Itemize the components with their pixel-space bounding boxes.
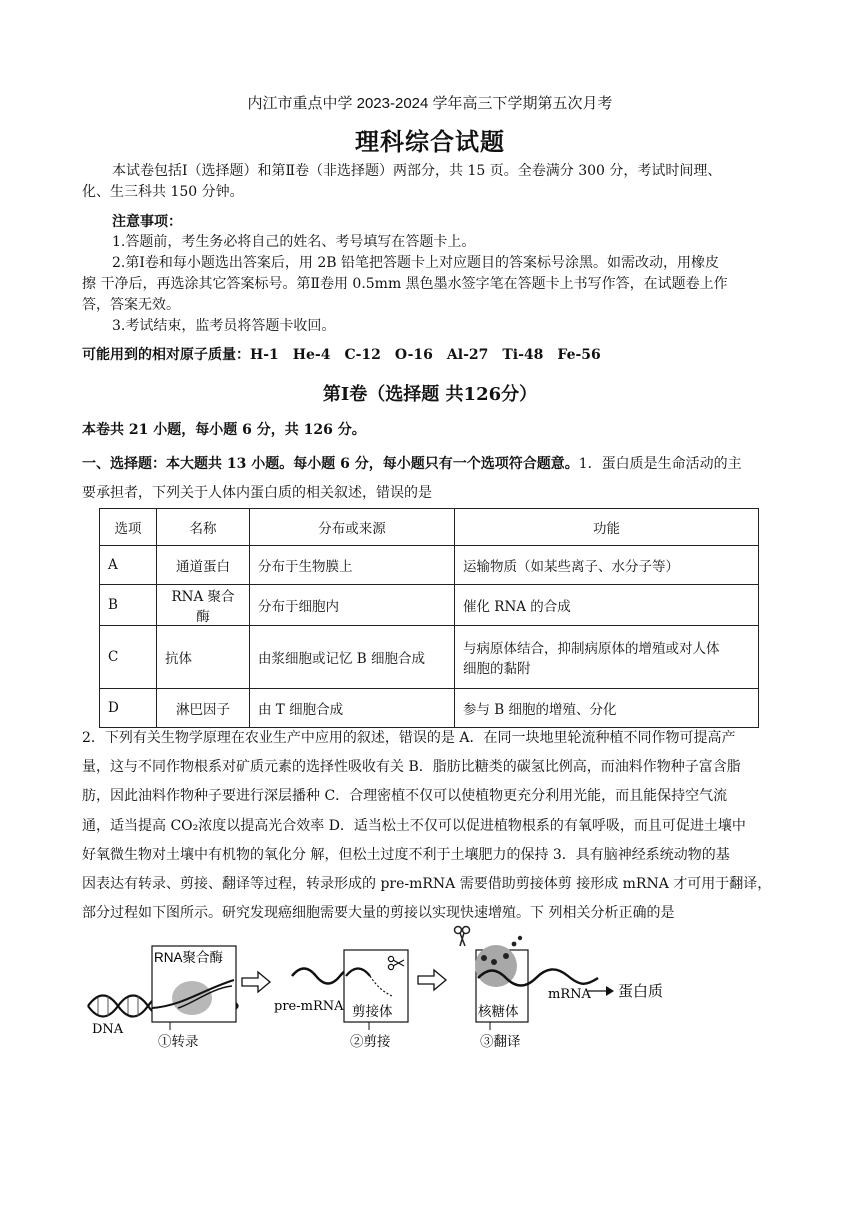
rna-polymerase-label: RNA聚合酶 <box>154 950 224 965</box>
table-header-row <box>100 509 759 546</box>
step-translation-label: ③翻译 <box>480 1034 521 1049</box>
notes-heading: 注意事项： <box>112 214 182 230</box>
mrna-label: mRNA <box>548 987 591 1002</box>
table-header-cell: 名称 <box>157 509 250 546</box>
part-heading: 一、选择题：本大题共 13 小题。每小题 6 分，每小题只有一个选项符合题意。 <box>82 456 579 472</box>
gene-expression-figure <box>82 918 702 1058</box>
table-cell-name: 通道蛋白 <box>157 546 250 585</box>
intro-line-1: 本试卷包括Ⅰ（选择题）和第Ⅱ卷（非选择题）两部分，共 15 页。全卷满分 300 分，考试时间理、 <box>112 163 722 179</box>
exam-title: 理科综合试题 <box>355 127 505 156</box>
table-cell-option: B <box>100 585 157 626</box>
table-header-cell: 分布或来源 <box>250 509 455 546</box>
atomic-masses: 可能用到的相对原子质量：H-1 He-4 C-12 O-16 Al-27 Ti-48 Fe-56 <box>82 347 601 363</box>
scissors-icon <box>455 927 470 947</box>
table-cell-source: 分布于生物膜上 <box>250 546 455 585</box>
section-title: 第Ⅰ卷（选择题 共126分） <box>322 384 538 405</box>
note-3: 3.考试结束，监考员将答题卡收回。 <box>112 318 336 334</box>
note-2: 2.第Ⅰ卷和每小题选出答案后，用 2B 铅笔把答题卡上对应题目的答案标号涂黑。如需改动，用橡皮 <box>112 255 719 271</box>
note-2-end: 答，答案无效。 <box>82 297 180 313</box>
table-cell-function: 催化 RNA 的合成 <box>455 585 759 626</box>
table-cell-name: RNA 聚合酶 <box>157 585 250 626</box>
pre-mrna-label: pre-mRNA <box>274 999 344 1014</box>
table-cell-source: 由 T 细胞合成 <box>250 689 455 728</box>
function-line-2: 细胞的黏附 <box>463 661 531 677</box>
protein-label: 蛋白质 <box>618 983 664 1000</box>
arrow-icon <box>418 970 446 990</box>
table-header-cell: 选项 <box>100 509 157 546</box>
function-line-1: 与病原体结合，抑制病原体的增殖或对人体 <box>463 641 720 657</box>
ribosome-label: 核糖体 <box>478 1004 519 1019</box>
table-row <box>100 626 759 689</box>
q2-line: 好氧微生物对土壤中有机物的氧化分 解，但松土过度不利于土壤肥力的保持 3．具有脑神经系统动物的基 <box>82 846 730 863</box>
question-2-3 <box>82 724 792 928</box>
q2-line: 肪，因此油料作物种子要进行深层播种 C．合理密植不仅可以使植物更充分利用光能，而且能保持空气流 <box>82 788 728 805</box>
q2-line: 通，适当提高 CO₂浓度以提高光合效率 D．适当松土不仅可以促进植物根系的有氧呼吸，而且可促进土壤中 <box>82 817 746 834</box>
table-cell-function: 参与 B 细胞的增殖、分化 <box>455 689 759 728</box>
note-2-cont: 擦 干净后，再选涂其它答案标号。第Ⅱ卷用 0.5mm 黑色墨水签字笔在答题卡上书写作答，在试题卷上作 <box>82 276 728 292</box>
arrow-icon <box>242 972 270 992</box>
q2-line: 2．下列有关生物学原理在农业生产中应用的叙述，错误的是 A．在同一块地里轮流种植不同作物可提高产 <box>82 730 736 746</box>
dna-label: DNA <box>92 1022 124 1037</box>
table-cell-option: C <box>100 626 157 689</box>
table-row <box>100 546 759 585</box>
table-cell-name: 淋巴因子 <box>157 689 250 728</box>
q2-line: 部分过程如下图所示。研究发现癌细胞需要大量的剪接以实现快速增殖。下 列相关分析正确的是 <box>82 905 675 922</box>
step-transcription-label: ①转录 <box>158 1034 199 1049</box>
q2-line: 因表达有转录、剪接、翻译等过程，转录形成的 pre-mRNA 需要借助剪接体剪 接形成 mRNA 才可用于翻译， <box>82 876 772 893</box>
q1-text-a: 1．蛋白质是生命活动的主 <box>578 456 742 472</box>
table-cell-option: A <box>100 546 157 585</box>
exam-header: 内江市重点中学 2023-2024 学年高三下学期第五次月考 <box>247 95 613 112</box>
intro-line-2: 化、生三科共 150 分钟。 <box>82 184 244 200</box>
table-row <box>100 689 759 728</box>
table-cell-function <box>455 626 759 689</box>
question-1 <box>82 450 792 508</box>
section-intro: 本卷共 21 小题，每小题 6 分，共 126 分。 <box>82 422 366 438</box>
q1-table <box>99 508 759 728</box>
table-cell-option: D <box>100 689 157 728</box>
table-cell-source: 由浆细胞或记忆 B 细胞合成 <box>250 626 455 689</box>
spliceosome-label: 剪接体 <box>352 1004 393 1019</box>
table-cell-function: 运输物质（如某些离子、水分子等） <box>455 546 759 585</box>
table-row <box>100 585 759 626</box>
table-cell-name: 抗体 <box>157 626 250 689</box>
step-splicing-label: ②剪接 <box>350 1034 391 1049</box>
table-header-cell: 功能 <box>455 509 759 546</box>
table-cell-source: 分布于细胞内 <box>250 585 455 626</box>
q2-line: 量，这与不同作物根系对矿质元素的选择性吸收有关 B．脂肪比糖类的碳氢比例高，而油料作物种子富含脂 <box>82 759 741 776</box>
q1-text-b: 要承担者，下列关于人体内蛋白质的相关叙述，错误的是 <box>82 485 432 501</box>
note-1: 1.答题前，考生务必将自己的姓名、考号填写在答题卡上。 <box>112 234 476 250</box>
